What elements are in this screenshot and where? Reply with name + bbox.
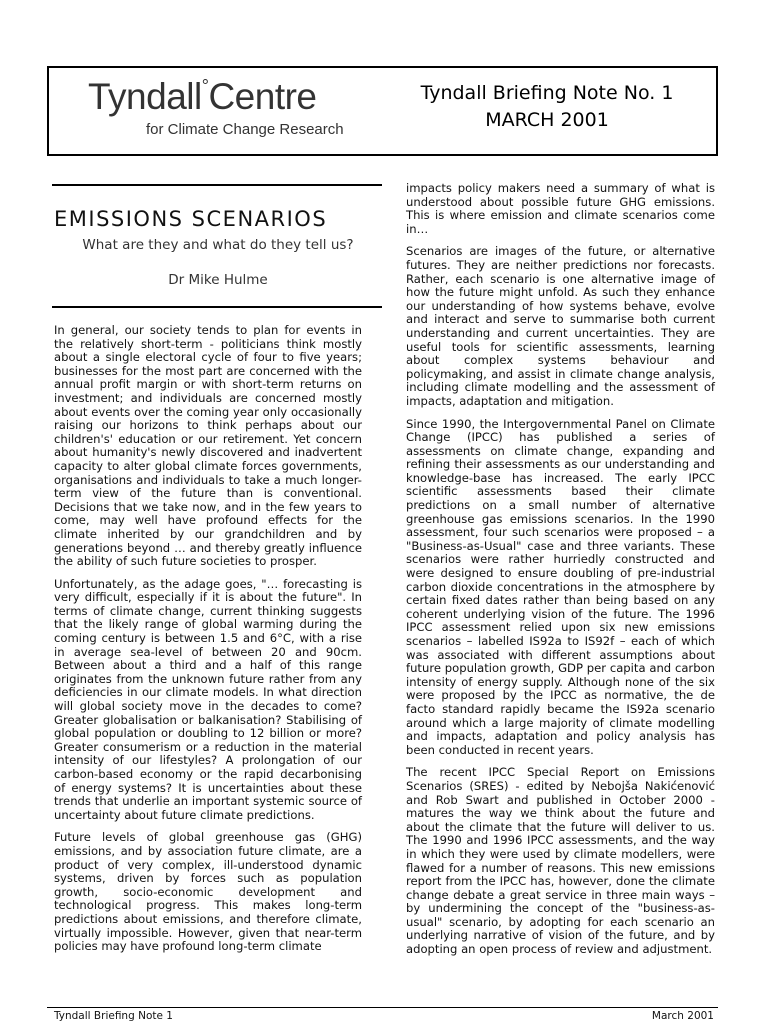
paragraph: The recent IPCC Special Report on Emissions Scenarios (SRES) - edited by Nebojša Nakićenović and Rob Swart and published in October 2000 - matures the way we think about the future and about the climate that the future will deliver to us. The 1990 and 1996 IPCC assessments, and the way in which they were used by climate modellers, were flawed for a number of reasons. This new emissions report from the IPCC has, however, done the climate change debate a great service in three main ways – by undermining the concept of the "business-as-usual" scenario, by adopting for each scenario an underlying narrative of vision of the future, and by adopting an open process of review and adjustment. <box>406 765 715 957</box>
paragraph: In general, our society tends to plan for events in the relatively short-term - politicians think mostly about a single electoral cycle of four to five years; businesses for the most part are concerned with the annual profit margin or with short-term returns on investment; and individuals are concerned mostly about events over the coming year only occasionally raising our horizons to think perhaps about our children's' education or our retirement. Yet concern about humanity's newly discovered and inadvertent capacity to alter global climate forces governments, organisations and individuals to take a much longer-term view of the future than is conventional. Decisions that we take now, and in the few years to come, may well have profound effects for the climate inherited by our grandchildren and by generations beyond … and thereby greatly influence the ability of such future societies to prosper. <box>54 323 362 569</box>
footer-left: Tyndall Briefing Note 1 <box>54 1010 173 1022</box>
paragraph: Future levels of global greenhouse gas (GHG) emissions, and by association future climate, are a product of very complex, ill-understood dynamic systems, driven by forces such as population growth, socio-economic development and technological progress. This makes long-term predictions about emissions, and therefore climate, virtually impossible. However, given that near-term policies may have profound long-term climate <box>54 830 362 954</box>
right-column <box>406 182 715 966</box>
title-rule-top <box>52 184 382 186</box>
briefing-note-title <box>380 80 714 134</box>
paragraph: Unfortunately, as the adage goes, "… forecasting is very difficult, especially if it is about the future". In terms of climate change, current thinking suggests that the likely range of global warming during the coming century is between 1.5 and 6°C, with a rise in average sea-level of between 20 and 90cm. Between about a third and a half of this range originates from the unknown future rather from any deficiencies in our climate models. In what direction will global society move in the decades to come? Greater globalisation or balkanisation? Stabilising of global population or doubling to 12 billion or more? Greater consumerism or a reduction in the material intensity of our lifestyles? A prolongation of our carbon-based economy or the rapid decarbonising of energy systems? It is uncertainties about these trends that underlie an important systemic source of uncertainty about future climate predictions. <box>54 576 362 822</box>
article-author: Dr Mike Hulme <box>168 272 268 288</box>
paragraph: Scenarios are images of the future, or alternative futures. They are neither predictions nor forecasts. Rather, each scenario is one alternative image of how the future might unfold. As such they enhance our understanding of how systems behave, evolve and interact and serve to summarise both current understanding and current uncertainties. They are useful tools for scientific assessments, learning about complex systems behaviour and policymaking, and assist in climate change analysis, including climate modelling and the assessment of impacts, adaptation and mitigation. <box>406 244 715 408</box>
note-number: Tyndall Briefing Note No. 1 <box>420 82 674 104</box>
note-date: MARCH 2001 <box>485 109 609 131</box>
footer-right: March 2001 <box>651 1010 714 1022</box>
left-column <box>54 324 362 963</box>
paragraph: impacts policy makers need a summary of what is understood about possible future GHG emissions. This is where emission and climate scenarios come in… <box>406 181 715 236</box>
footer-rule <box>47 1007 718 1008</box>
paragraph: Since 1990, the Intergovernmental Panel on Climate Change (IPCC) has published a series of assessments on climate change, expanding and refining their assessments as our understanding and knowledge-base has increased. The early IPCC scientific assessments based their climate predictions on a small number of alternative greenhouse gas emissions scenarios. In the 1990 assessment, four such scenarios were proposed – a "Business-as-Usual" case and three variants. These scenarios were rather hurriedly constructed and were designed to ensure doubling of pre-industrial carbon dioxide concentrations in the atmosphere by certain fixed dates rather than being based on any coherent underlying vision of the future. The 1996 IPCC assessment relied upon six new emissions scenarios – labelled IS92a to IS92f – each of which was associated with different assumptions about future population growth, GDP per capita and carbon intensity of energy supply. Although none of the six were proposed by the IPCC as normative, the de facto standard rapidly became the IS92a scenario around which a large majority of climate modelling and impacts, adaptation and policy analysis has been conducted in recent years. <box>406 416 715 757</box>
article-subtitle: What are they and what do they tell us? <box>82 237 354 253</box>
tyndall-logo: Tyndall°Centre <box>88 75 317 117</box>
logo-subtitle: for Climate Change Research <box>146 121 344 138</box>
title-rule-bottom <box>52 306 382 308</box>
article-title: EMISSIONS SCENARIOS <box>54 207 328 231</box>
